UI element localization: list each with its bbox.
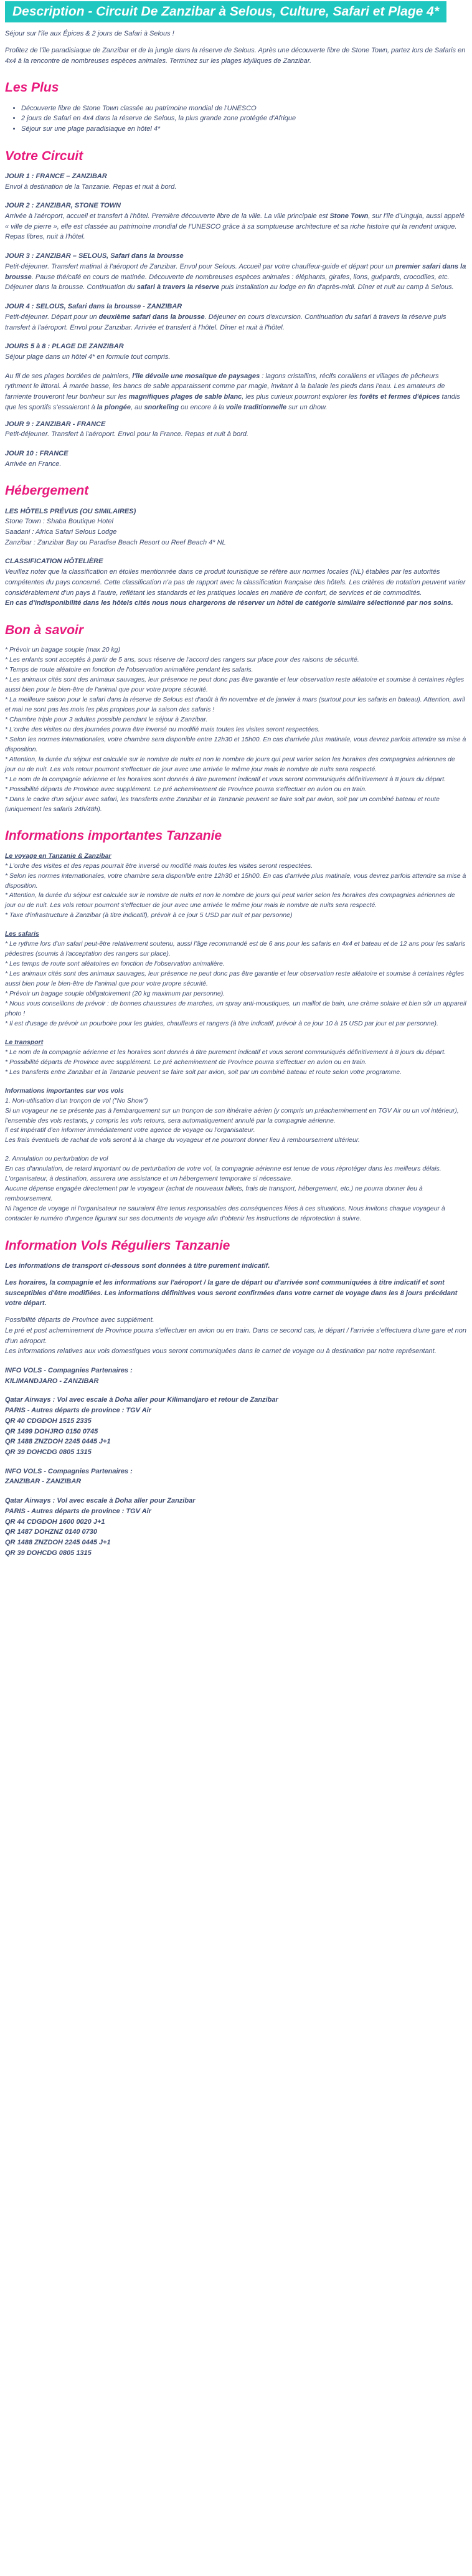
note-item: * Possibilité départs de Province avec supplément. Le pré acheminement de Province pourra s'effectuer en avion ou en train. (5, 1058, 367, 1066)
vols-note: Le pré et post acheminement de Province pourra s'effectuer en avion ou en train. Dans ce second cas, le départ / l'arrivée s'effectuera d'une gare et non d'un aéroport. (5, 1326, 466, 1345)
flight-line: QR 1488 ZNZDOH 2245 0445 J+1 (5, 1539, 111, 1547)
note-item: * Attention, la durée du séjour est calculée sur le nombre de nuits et non le nombre de jours qui peut varier selon les horaires des compagnies aériennes de jour ou de nuit. Les vols retour pourront s'effectuer de jour avec une arrivée le même jour mais le nombre de nuits sera respecté. (5, 891, 455, 910)
flight-line: QR 39 DOHCDG 0805 1315 (5, 1549, 92, 1557)
hotel-line: Saadani : Africa Safari Selous Lodge (5, 528, 117, 536)
hebergement-heading: Hébergement (5, 483, 89, 498)
beach-description: Au fil de ses plages bordées de palmiers, l'île dévoile une mosaïque de paysages : lagons cristallins, récifs coralliens et villages de pêcheurs rythment le littoral. À marée basse, les bancs de sable apparaissent comme par magie, invitant à la balade les pieds dans l'eau. Les amateurs de farniente trouveront leur bonheur sur les magnifiques plages de sable blanc, les plus curieux pourront explorer les forêts et fermes d'épices tandis que les sportifs s'essaieront à la plongée, au snorkeling ou encore à la voile traditionnelle sur un dhow. (5, 372, 460, 411)
day-text: Petit-déjeuner. Transfert matinal à l'aéroport de Zanzibar. Envol pour Selous. Accueil par votre chauffeur-guide et départ pour un premier safari dans la brousse. Pause thé/café en cours de matinée. Découverte de nombreuses espèces animales : éléphants, girafes, lions, guépards, crocodiles, etc. Déjeuner dans la brousse. Continuation du safari à travers la réserve puis installation au lodge en fin d'après-midi. Dîner et nuit au camp à Selous. (5, 262, 466, 292)
day-text: Arrivée à l'aéroport, accueil et transfert à l'hôtel. Première découverte libre de la ville. La ville principale est Stone Town, sur l'île d'Unguja, aussi appelé « ville de pierre », elle est classée au patrimoine mondial de l'UNESCO grâce à sa somptueuse architecture et sa riche histoire qui la rendent unique. Repas libres, nuit à l'hôtel. (5, 212, 465, 241)
flight-group-company: Qatar Airways : Vol avec escale à Doha aller pour Kilimandjaro et retour de Zanzibar (5, 1396, 278, 1404)
note-item: * Le rythme lors d'un safari peut-être relativement soutenu, aussi l'âge recommandé est de 6 ans pour les safaris en 4x4 et bateau et de 12 ans pour les safaris pédestres (soumis à l'acceptation des rangers sur place). (5, 940, 466, 958)
note-item: * Les transferts entre Zanzibar et la Tanzanie peuvent se faire soit par avion, soit par un combiné bateau et route selon votre programme. (5, 1068, 402, 1076)
hotels-title: LES HÔTELS PRÉVUS (OU SIMILAIRES) (5, 507, 136, 515)
note-item: * Prévoir un bagage souple (max 20 kg) (5, 646, 121, 654)
note-item: * Il est d'usage de prévoir un pourboire pour les guides, chauffeurs et rangers (à titre indicatif, prévoir à ce jour 10 à 15 USD par jour et par personne). (5, 1019, 438, 1027)
classification-title: CLASSIFICATION HÔTELIÈRE (5, 558, 103, 566)
flight-info-subtitle: 2. Annulation ou perturbation de vol (5, 1155, 108, 1163)
note-item: * Les animaux cités sont des animaux sauvages, leur présence ne peut donc pas être garantie et leur observation reste aléatoire et soumise à certaines règles aussi bien pour le bien-être de l'animal que pour votre propre sécurité. (5, 676, 465, 694)
note-item: * Les enfants sont acceptés à partir de 5 ans, sous réserve de l'accord des rangers sur place pour des raisons de sécurité. (5, 656, 359, 664)
plus-heading: Les Plus (5, 80, 59, 95)
circuit-heading: Votre Circuit (5, 148, 83, 163)
flight-line: QR 39 DOHCDG 0805 1315 (5, 1448, 92, 1457)
flight-group-title: INFO VOLS - Compagnies Partenaires : (5, 1366, 133, 1374)
intro-tagline: Séjour sur l'île aux Épices & 2 jours de Safari à Selous ! (5, 30, 174, 38)
note-item: * Prévoir un bagage souple obligatoirement (20 kg maximum par personne). (5, 990, 225, 998)
day-9 (5, 419, 467, 440)
note-item: * Le nom de la compagnie aérienne et les horaires sont donnés à titre purement indicatif et vous seront communiqués définitivement à 8 jours du départ. (5, 775, 446, 783)
note-item: * Les animaux cités sont des animaux sauvages, leur présence ne peut donc pas être garantie et leur observation reste aléatoire et soumise à certaines règles aussi bien pour le bien-être de l'animal que pour votre propre sécurité. (5, 970, 465, 988)
classification-text: Veuillez noter que la classification en étoiles mentionnée dans ce produit touristique se réfère aux normes locales (NL) établies par les autorités compétentes du pays concerné. Cette classification n'a pas de rapport avec la classification française des hôtels. Les critères de notation peuvent varier considérablement d'un pays à l'autre, reflétant les standards et les pratiques locales en matière de confort, de services et de commodités. (5, 568, 466, 597)
flight-group-2 (5, 1466, 467, 1559)
voyage-block (5, 852, 467, 921)
note-item: * Attention, la durée du séjour est calculée sur le nombre de nuits et non le nombre de jours qui peut varier selon les horaires des compagnies aériennes de jour ou de nuit. Les vols retour pourront s'effectuer de jour avec une arrivée le même jour mais le nombre de nuits sera respecté. (5, 755, 455, 773)
vols-notes (5, 1315, 467, 1357)
flight-info-text: En cas d'annulation, de retard important ou de perturbation de votre vol, la compagnie aérienne est tenue de vous réprotéger dans les meilleurs délais. (5, 1165, 441, 1173)
day-3 (5, 251, 467, 293)
transport-title: Le transport (5, 1038, 44, 1046)
note-item: * L'ordre des visites et des repas pourrait être inversé ou modifié mais toutes les visites seront respectées. (5, 862, 313, 870)
flight-group-company: Qatar Airways : Vol avec escale à Doha aller pour Zanzibar (5, 1497, 196, 1505)
flight-group-title: INFO VOLS - Compagnies Partenaires : (5, 1467, 133, 1475)
classification-block (5, 556, 467, 609)
flight-info-title: Informations importantes sur vos vols (5, 1086, 124, 1095)
flight-info-text: L'organisateur, à destination, assurera une assistance et un hébergement temporaire si nécessaire. (5, 1175, 293, 1183)
day-title: JOURS 5 à 8 : PLAGE DE ZANZIBAR (5, 343, 124, 351)
note-item: * Temps de route aléatoire en fonction de l'observation animalière pendant les safaris. (5, 666, 253, 674)
day-title: JOUR 9 : ZANZIBAR - FRANCE (5, 420, 106, 428)
transport-block (5, 1038, 467, 1078)
intro-paragraph: Profitez de l'île paradisiaque de Zanzibar et de la jungle dans la réserve de Selous. Après une découverte libre de Stone Town, partez lors de Safaris en 4x4 à la rencontre de nombreuses espèces animales. Terminez sur les plages idylliques de Zanzibar. (5, 46, 466, 65)
flight-line: QR 40 CDGDOH 1515 2335 (5, 1417, 92, 1425)
day-text: Séjour plage dans un hôtel 4* en formule tout compris. (5, 353, 171, 361)
day-text: Petit-déjeuner. Transfert à l'aéroport. Envol pour la France. Repas et nuit à bord. (5, 430, 248, 439)
flight-group-1 (5, 1366, 467, 1458)
flight-info-block (5, 1086, 467, 1224)
day-title: JOUR 4 : SELOUS, Safari dans la brousse - ZANZIBAR (5, 303, 182, 311)
day-title: JOUR 3 : ZANZIBAR – SELOUS, Safari dans la brousse (5, 252, 184, 260)
flight-info-text: Il est impératif d'en informer immédiatement votre agence de voyage ou l'organisateur. (5, 1126, 255, 1134)
flight-info-text: Aucune dépense engagée directement par le voyageur (achat de nouveaux billets, frais de transport, hébergement, etc.) ne pourra donner lieu à remboursement. (5, 1185, 423, 1203)
vols-disclaimer: Les horaires, la compagnie et les informations sur l'aéroport / la gare de départ ou d'arrivée sont communiquées à titre indicatif et sont susceptibles d'être modifiées. Les informations définitives vous seront confirmées dans votre carnet de voyage dans les 8 jours précédant votre départ. (5, 1278, 458, 1308)
plus-item: • 2 jours de Safari en 4x4 dans la réserve de Selous, la plus grande zone protégée d'Afrique (21, 113, 467, 124)
note-item: * La meilleure saison pour le safari dans la réserve de Selous est d'août à fin novembre et de janvier à mars (surtout pour les safaris en bateau). Attention, avril et mai ne sont pas les mois les plus propices pour la saison des safaris ! (5, 696, 465, 713)
note-item: * Possibilité départs de Province avec supplément. Le pré acheminement de Province pourra s'effectuer en avion ou en train. (5, 785, 367, 793)
hotel-line: Zanzibar : Zanzibar Bay ou Paradise Beach Resort ou Reef Beach 4* NL (5, 538, 226, 546)
note-item: * Selon les normes internationales, votre chambre sera disponible entre 12h30 et 15h00. En cas d'arrivée plus matinale, vous devrez parfois attendre sa mise à disposition. (5, 872, 466, 890)
flight-group-departure: PARIS - Autres départs de province : TGV Air (5, 1407, 151, 1415)
note-item: * Chambre triple pour 3 adultes possible pendant le séjour à Zanzibar. (5, 715, 208, 723)
flight-info-text: Ni l'agence de voyage ni l'organisateur ne sauraient être tenus responsables des conséquences liées à ces situations. Nous invitons chaque voyageur à contacter le numéro d'urgence figurant sur ses documents de voyage afin d'obtenir les instructions de réprotection à suivre. (5, 1205, 445, 1223)
safaris-block (5, 929, 467, 1029)
flight-line: QR 1487 DOHZNZ 0140 0730 (5, 1528, 97, 1536)
day-1 (5, 171, 467, 192)
note-item: * Dans le cadre d'un séjour avec safari, les transferts entre Zanzibar et la Tanzanie peuvent se faire soit par avion, soit par un combiné bateau et route (uniquement les safaris 24h/48h). (5, 795, 440, 813)
flight-group-route: ZANZIBAR - ZANZIBAR (5, 1478, 82, 1486)
day-title: JOUR 10 : FRANCE (5, 449, 68, 457)
flight-group-route: KILIMANDJARO - ZANZIBAR (5, 1377, 99, 1385)
note-item: * Le nom de la compagnie aérienne et les horaires sont donnés à titre purement indicatif et vous seront communiqués définitivement à 8 jours du départ. (5, 1048, 446, 1056)
vols-lead: Les informations de transport ci-dessous sont données à titre purement indicatif. (5, 1262, 270, 1270)
day-text: Envol à destination de la Tanzanie. Repas et nuit à bord. (5, 183, 177, 191)
flight-info-text: Les frais éventuels de rachat de vols seront à la charge du voyageur et ne pourront donner lieu à remboursement ultérieur. (5, 1136, 360, 1144)
day-title: JOUR 2 : ZANZIBAR, STONE TOWN (5, 202, 121, 210)
infos-heading: Informations importantes Tanzanie (5, 829, 222, 844)
flight-line: QR 44 CDGDOH 1600 0020 J+1 (5, 1518, 105, 1526)
note-item: * Les temps de route sont aléatoires en fonction de l'observation animalière. (5, 960, 225, 968)
hotel-line: Stone Town : Shaba Boutique Hotel (5, 518, 113, 526)
plus-list (5, 103, 467, 135)
note-item: * Selon les normes internationales, votre chambre sera disponible entre 12h30 et 15h00. En cas d'arrivée plus matinale, vous devrez parfois attendre sa mise à disposition. (5, 735, 466, 753)
plus-item: • Découverte libre de Stone Town classée au patrimoine mondial de l'UNESCO (21, 103, 467, 114)
classification-note: En cas d'indisponibilité dans les hôtels cités nous nous chargerons de réserver un hôtel de catégorie similaire sélectionné par nos soins. (5, 599, 453, 607)
voyage-title: Le voyage en Tanzanie & Zanzibar (5, 852, 111, 860)
note-item: * Nous vous conseillons de prévoir : de bonnes chaussures de marches, un spray anti-moustiques, un maillot de bain, une crème solaire et bien sûr un appareil photo ! (5, 999, 466, 1017)
flight-line: QR 1488 ZNZDOH 2245 0445 J+1 (5, 1438, 111, 1446)
vols-heading: Information Vols Réguliers Tanzanie (5, 1238, 230, 1253)
day-text: Petit-déjeuner. Départ pour un deuxième safari dans la brousse. Déjeuner en cours d'excursion. Continuation du safari à travers la réserve puis transfert à l'aéroport. Envol pour Zanzibar. Arrivée et transfert à l'hôtel. Dîner et nuit à l'hôtel. (5, 313, 446, 331)
day-4 (5, 302, 467, 333)
vols-note: Possibilité départs de Province avec supplément. (5, 1316, 154, 1324)
safaris-title: Les safaris (5, 930, 39, 938)
flight-line: QR 1499 DOHJRO 0150 0745 (5, 1427, 98, 1435)
day-2 (5, 201, 467, 242)
hotels-block (5, 506, 467, 548)
flight-info-subtitle: 1. Non-utilisation d'un tronçon de vol ("No Show") (5, 1096, 148, 1105)
bon-a-savoir-heading: Bon à savoir (5, 623, 84, 638)
note-item: * Taxe d'infrastructure à Zanzibar (à titre indicatif), prévoir à ce jour 5 USD par nuit et par personne) (5, 911, 293, 920)
day-5-8 (5, 341, 467, 362)
day-10 (5, 449, 467, 469)
flight-group-departure: PARIS - Autres départs de province : TGV Air (5, 1507, 151, 1515)
day-title: JOUR 1 : FRANCE – ZANZIBAR (5, 172, 107, 180)
bon-a-savoir-list (5, 645, 467, 814)
note-item: * L'ordre des visites ou des journées pourra être inversé ou modifié mais toutes les visites seront respectées. (5, 725, 320, 733)
vols-note: Les informations relatives aux vols domestiques vous seront communiquées dans le carnet de voyage ou à destination par notre représentant. (5, 1347, 437, 1356)
day-text: Arrivée en France. (5, 460, 62, 468)
flight-info-text: Si un voyageur ne se présente pas à l'embarquement sur un tronçon de son itinéraire aérien (y compris un préacheminement en TGV Air ou un vol intérieur), l'ensemble des vols restants, y compris les vols retours, sera automatiquement annulé par la compagnie aérienne. (5, 1106, 459, 1124)
page-title-banner: Description - Circuit De Zanzibar à Selous, Culture, Safari et Plage 4* (5, 1, 446, 22)
plus-item: • Séjour sur une plage paradisiaque en hôtel 4* (21, 124, 467, 135)
